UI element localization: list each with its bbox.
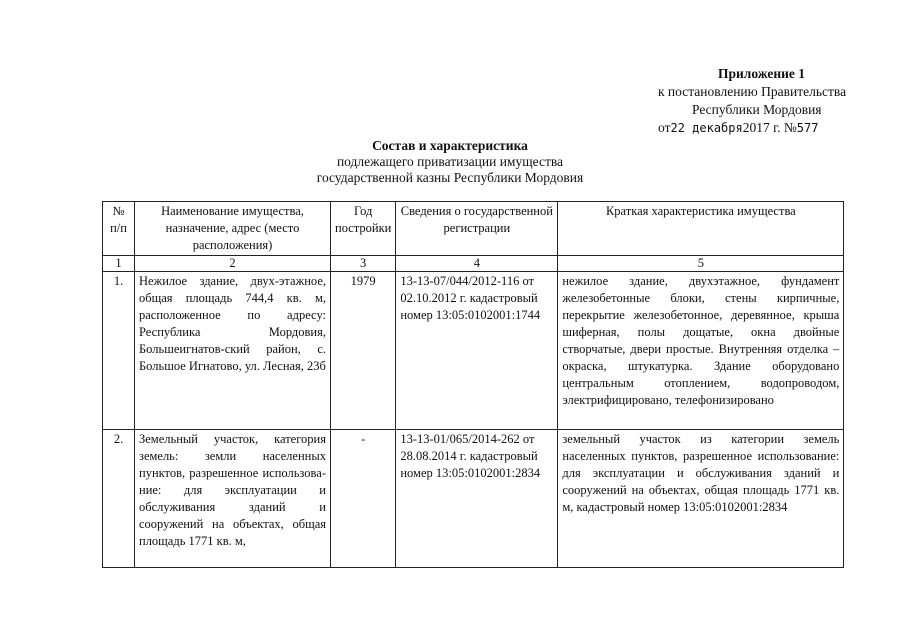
row-year: - bbox=[331, 430, 396, 568]
document-subtitle-1: подлежащего приватизации имущества bbox=[336, 154, 564, 169]
column-number-row bbox=[103, 256, 844, 272]
document-subtitle-2: государственной казны Республики Мордовия bbox=[316, 170, 584, 185]
appendix-date-line bbox=[658, 120, 818, 136]
row-description: земельный участок из категории земель населенных пунктов, разрешенное использование: для эксплуатации и обслуживания зданий и сооружений на объектах, общая площадь 1771 кв. м, кадастровый номер 13:05:0102001:2834 bbox=[558, 430, 844, 568]
property-table bbox=[102, 201, 844, 568]
row-year: 1979 bbox=[331, 272, 396, 430]
row-description: нежилое здание, двухэтажное, фундамент железобетонные блоки, стены кирпичные, перекрытие железобетонное, деревянное, крыша шиферная, полы дощатые, окна двойные створчатые, двери простые. Внутренняя отделка – окраска, штукатурка. Здание оборудовано центральным отоплением, водопроводом, электрифицировано, телефонизировано bbox=[558, 272, 844, 430]
header-name: Наименование имущества, назначение, адрес (место расположения) bbox=[135, 202, 331, 256]
column-number: 2 bbox=[135, 256, 331, 272]
column-number: 1 bbox=[103, 256, 135, 272]
row-name: Земельный участок, категория земель: земли населенных пунктов, разрешенное использова-ние: для эксплуатации и обслуживания зданий и сооружений на объектах, общая площадь 1771 кв. м, bbox=[135, 430, 331, 568]
appendix-resolution-line: к постановлению Правительства bbox=[658, 84, 847, 99]
appendix-year: 2017 г. № bbox=[742, 120, 797, 135]
table-row bbox=[103, 272, 844, 430]
document-heading bbox=[300, 138, 600, 186]
appendix-number: 577 bbox=[796, 121, 819, 135]
row-registration: 13-13-01/065/2014-262 от 28.08.2014 г. кадастровый номер 13:05:0102001:2834 bbox=[396, 430, 558, 568]
row-registration: 13-13-07/044/2012-116 от 02.10.2012 г. кадастровый номер 13:05:0102001:1744 bbox=[396, 272, 558, 430]
row-number: 2. bbox=[103, 430, 135, 568]
appendix-title: Приложение 1 bbox=[718, 66, 806, 81]
table-header-row bbox=[103, 202, 844, 256]
header-registration: Сведения о государственной регистрации bbox=[396, 202, 558, 256]
column-number: 3 bbox=[331, 256, 396, 272]
header-number: № п/п bbox=[103, 202, 135, 256]
header-year: Год постройки bbox=[331, 202, 396, 256]
appendix-date: 22 декабря bbox=[670, 121, 743, 135]
document-title: Состав и характеристика bbox=[372, 138, 528, 153]
appendix-republic-line: Республики Мордовия bbox=[692, 102, 822, 117]
row-number: 1. bbox=[103, 272, 135, 430]
header-description: Краткая характеристика имущества bbox=[558, 202, 844, 256]
table-row bbox=[103, 430, 844, 568]
column-number: 5 bbox=[558, 256, 844, 272]
column-number: 4 bbox=[396, 256, 558, 272]
appendix-date-prefix: от bbox=[658, 120, 671, 135]
row-name: Нежилое здание, двух-этажное, общая площадь 744,4 кв. м, расположенное по адресу: Республика Мордовия, Большеигнатов-ский район, с. Большое Игнатово, ул. Лесная, 23б bbox=[135, 272, 331, 430]
